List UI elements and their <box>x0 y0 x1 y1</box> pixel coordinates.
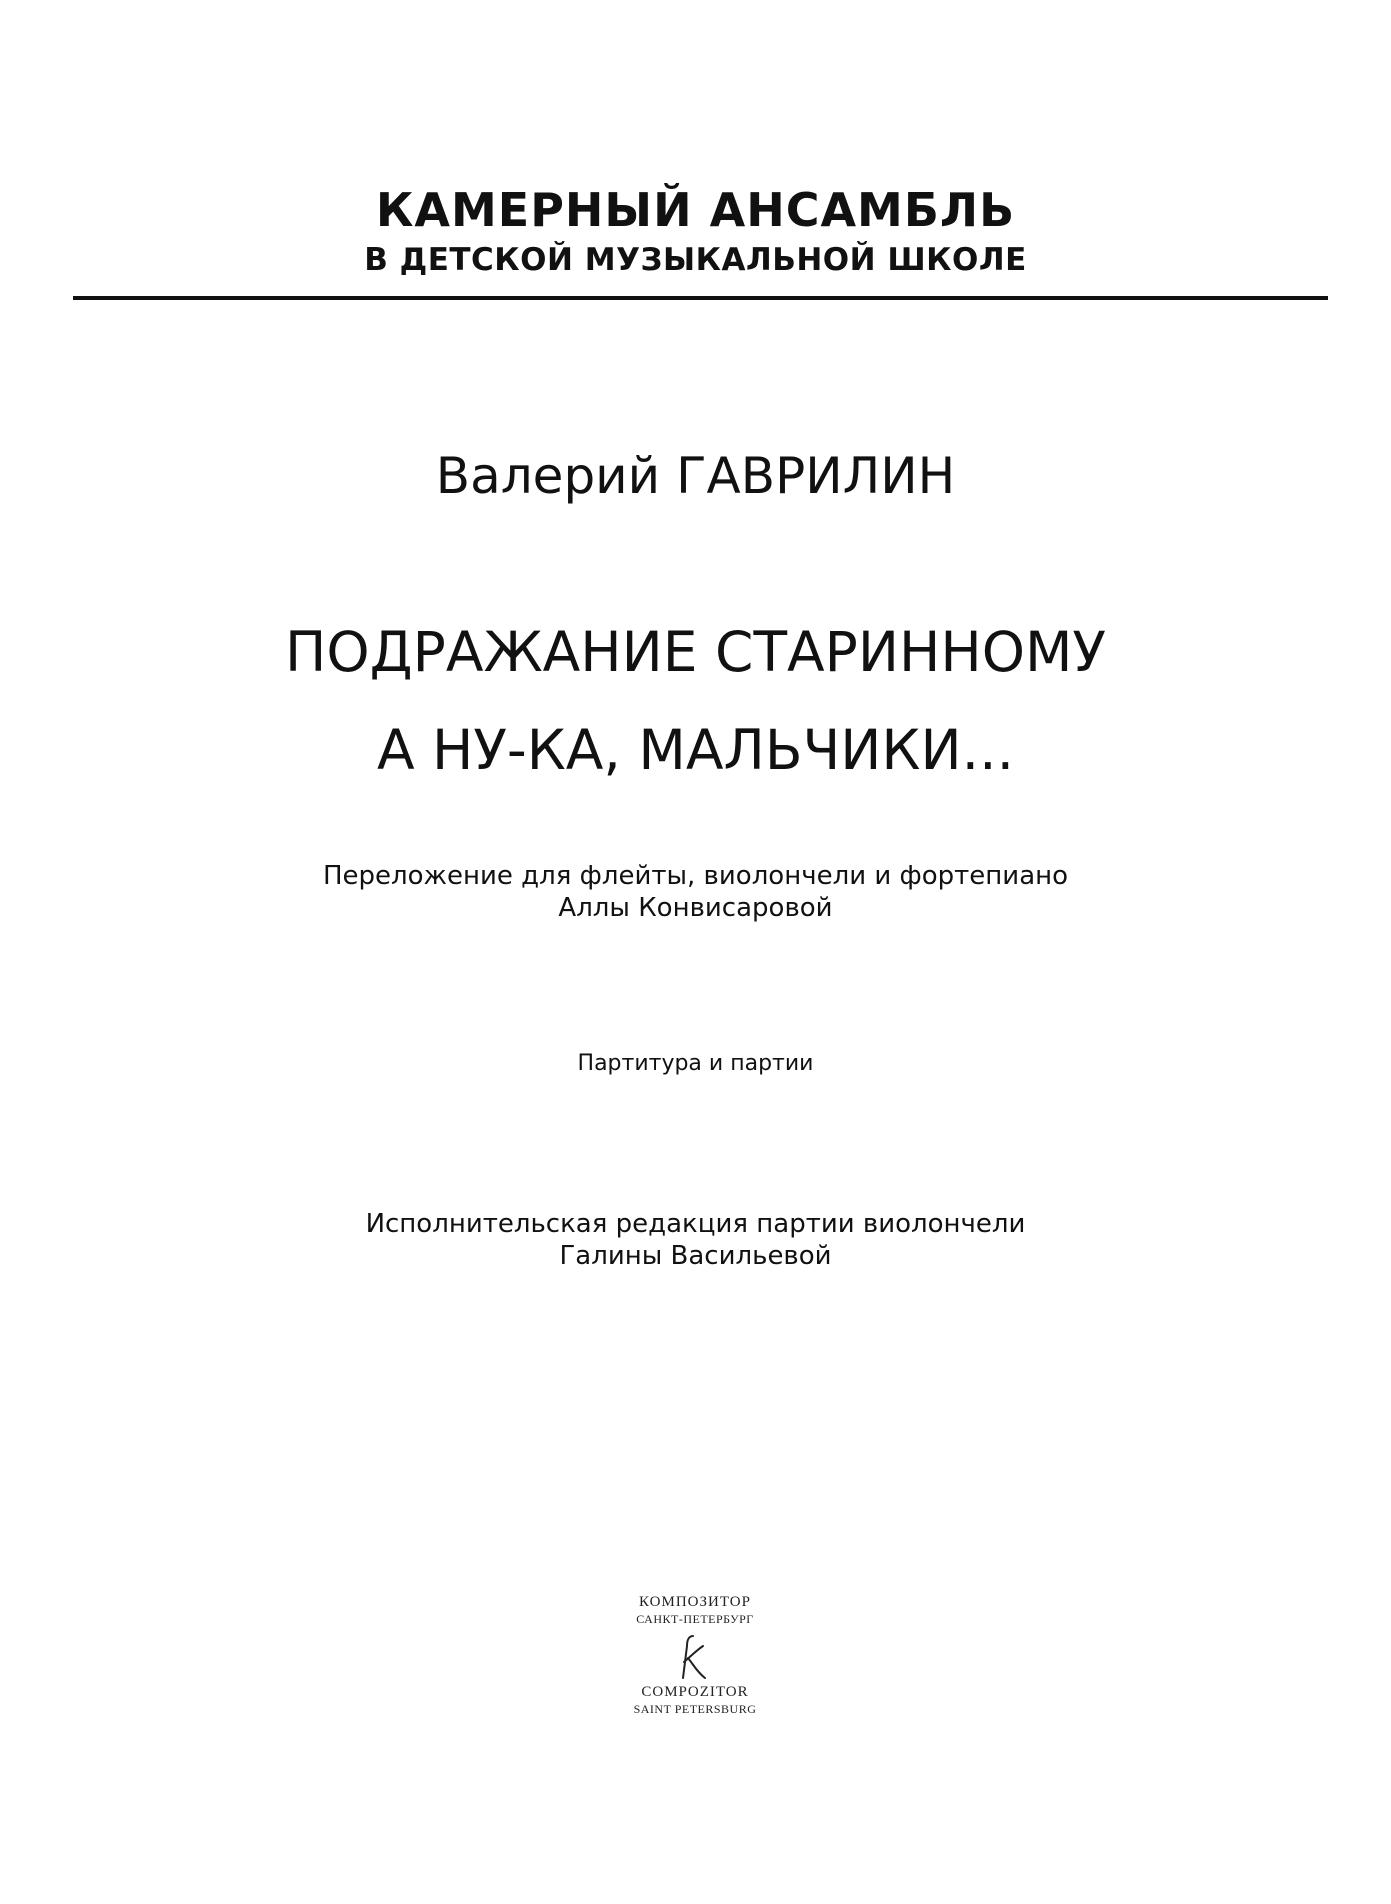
publisher-name-en: COMPOZITOR <box>641 1684 749 1700</box>
edition-credit <box>0 1208 1391 1272</box>
arrangement-line-2: Аллы Конвисаровой <box>558 893 833 923</box>
publisher-city-ru: САНКТ-ПЕТЕРБУРГ <box>636 1612 754 1626</box>
publisher-name-ru: КОМПОЗИТОР <box>639 1594 751 1610</box>
publisher-city-en: SAINT PETERSBURG <box>633 1702 757 1716</box>
series-title: КАМЕРНЫЙ АНСАМБЛЬ <box>375 183 1016 237</box>
publisher-logo <box>595 1594 795 1718</box>
arrangement-line-1: Переложение для флейты, виолончели и фортепиано <box>322 861 1069 891</box>
publisher-k-logo-icon <box>675 1632 715 1682</box>
score-and-parts-label: Партитура и партии <box>577 1051 814 1076</box>
series-subtitle: В ДЕТСКОЙ МУЗЫКАЛЬНОЙ ШКОЛЕ <box>364 242 1027 278</box>
edition-line-2: Галины Васильевой <box>559 1241 832 1271</box>
work-title-line-2: А НУ-КА, МАЛЬЧИКИ... <box>376 718 1015 782</box>
work-title-line-1: ПОДРАЖАНИЕ СТАРИННОМУ <box>285 620 1106 684</box>
edition-line-1: Исполнительская редакция партии виолончели <box>365 1209 1026 1239</box>
arrangement-credit <box>0 860 1391 924</box>
header-divider <box>73 296 1328 300</box>
composer-name: Валерий ГАВРИЛИН <box>435 447 956 505</box>
